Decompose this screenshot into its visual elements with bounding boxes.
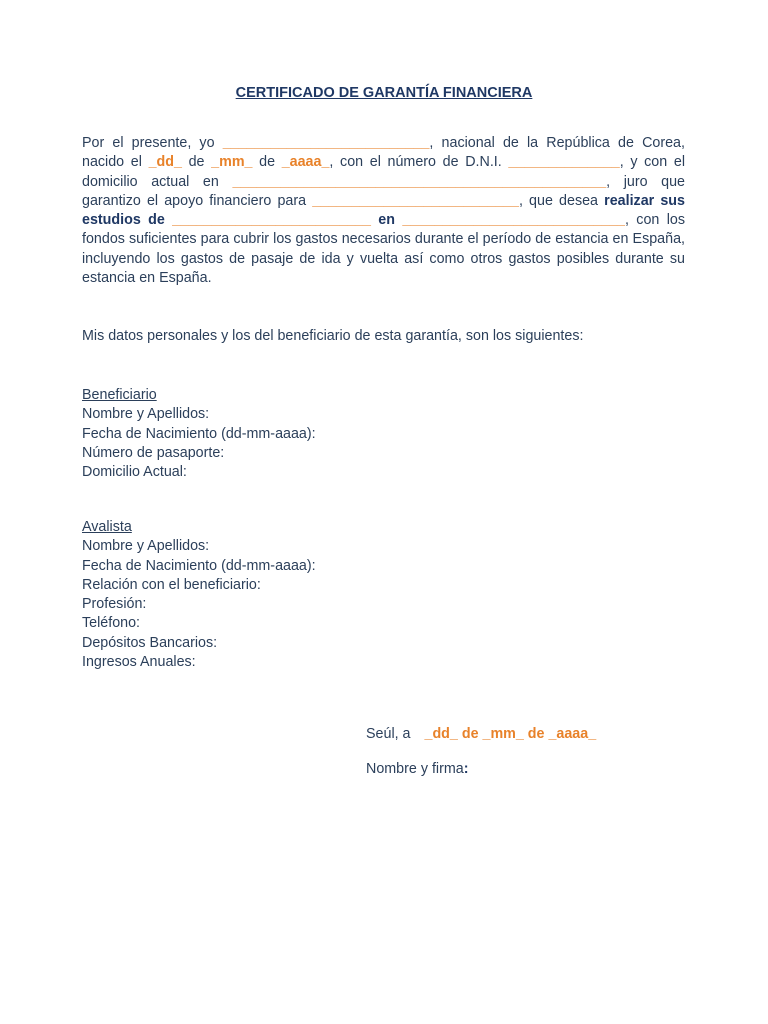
signature-name-line — [366, 761, 468, 777]
guarantor-heading: Avalista — [82, 519, 132, 535]
blank-year: _aaaa_ — [281, 154, 330, 171]
guarantor-field-relation: Relación con el beneficiario: — [82, 576, 261, 593]
blank-dni: ______________ — [508, 154, 620, 171]
guarantor-field-profession: Profesión: — [82, 596, 147, 613]
page-title: CERTIFICADO DE GARANTÍA FINANCIERA — [235, 85, 533, 101]
blank-name: __________________________ — [222, 135, 430, 151]
text-de-1: de — [181, 154, 212, 171]
text-de-2: de — [252, 154, 282, 171]
guarantor-field-birthdate: Fecha de Nacimiento (dd-mm-aaaa): — [82, 557, 316, 574]
text-guarantee: , juro que garantizo el apoyo financiero para — [82, 173, 685, 209]
beneficiary-field-address: Domicilio Actual: — [82, 464, 187, 481]
guarantor-field-deposits: Depósitos Bancarios: — [82, 634, 218, 651]
intro-text: Mis datos personales y los del beneficiario de esta garantía, son los siguientes: — [82, 328, 584, 344]
text-desea: , que desea — [518, 192, 605, 209]
text-intro: Por el presente, yo — [82, 135, 223, 151]
guarantor-field-phone: Teléfono: — [82, 615, 141, 632]
blank-beneficiary: __________________________ — [312, 192, 519, 209]
signature-place: Seúl, a — [366, 726, 411, 742]
text-bold-studies: realizar sus estudios de — [82, 192, 685, 229]
blank-domicile: _______________________________________________ — [232, 173, 607, 190]
text-funds: , con los fondos suficientes para cubrir los gastos necesarios durante el período de estancia en España, incluyendo los gastos de pasaje de ida y vuelta así como otros gastos posibles durante su estancia en España. — [82, 212, 685, 287]
signature-colon: : — [463, 761, 469, 777]
text-dni: , con el número de D.N.I. — [329, 154, 509, 171]
beneficiary-field-name: Nombre y Apellidos: — [82, 406, 210, 423]
blank-month: _mm_ — [211, 154, 253, 171]
blank-day: _dd_ — [148, 154, 182, 171]
beneficiary-heading: Beneficiario — [82, 387, 157, 403]
text-nationality: , nacional de la República de Corea, nacido el — [82, 135, 685, 171]
blank-place: ____________________________ — [402, 212, 625, 229]
beneficiary-section — [82, 386, 316, 482]
guarantor-field-income: Ingresos Anuales: — [82, 654, 196, 671]
text-domicile: , y con el domicilio actual en — [82, 154, 685, 190]
beneficiary-field-birthdate: Fecha de Nacimiento (dd-mm-aaaa): — [82, 425, 316, 442]
signature-place-date — [366, 726, 596, 742]
guarantor-section — [82, 518, 316, 672]
guarantee-paragraph — [82, 134, 685, 288]
text-bold-en: en — [370, 212, 403, 229]
beneficiary-field-passport: Número de pasaporte: — [82, 444, 225, 461]
guarantor-field-name: Nombre y Apellidos: — [82, 538, 210, 555]
blank-studies: _________________________ — [172, 212, 371, 229]
signature-date-blank: _dd_ de _mm_ de _aaaa_ — [424, 726, 597, 742]
signature-name-label: Nombre y firma — [366, 761, 464, 777]
